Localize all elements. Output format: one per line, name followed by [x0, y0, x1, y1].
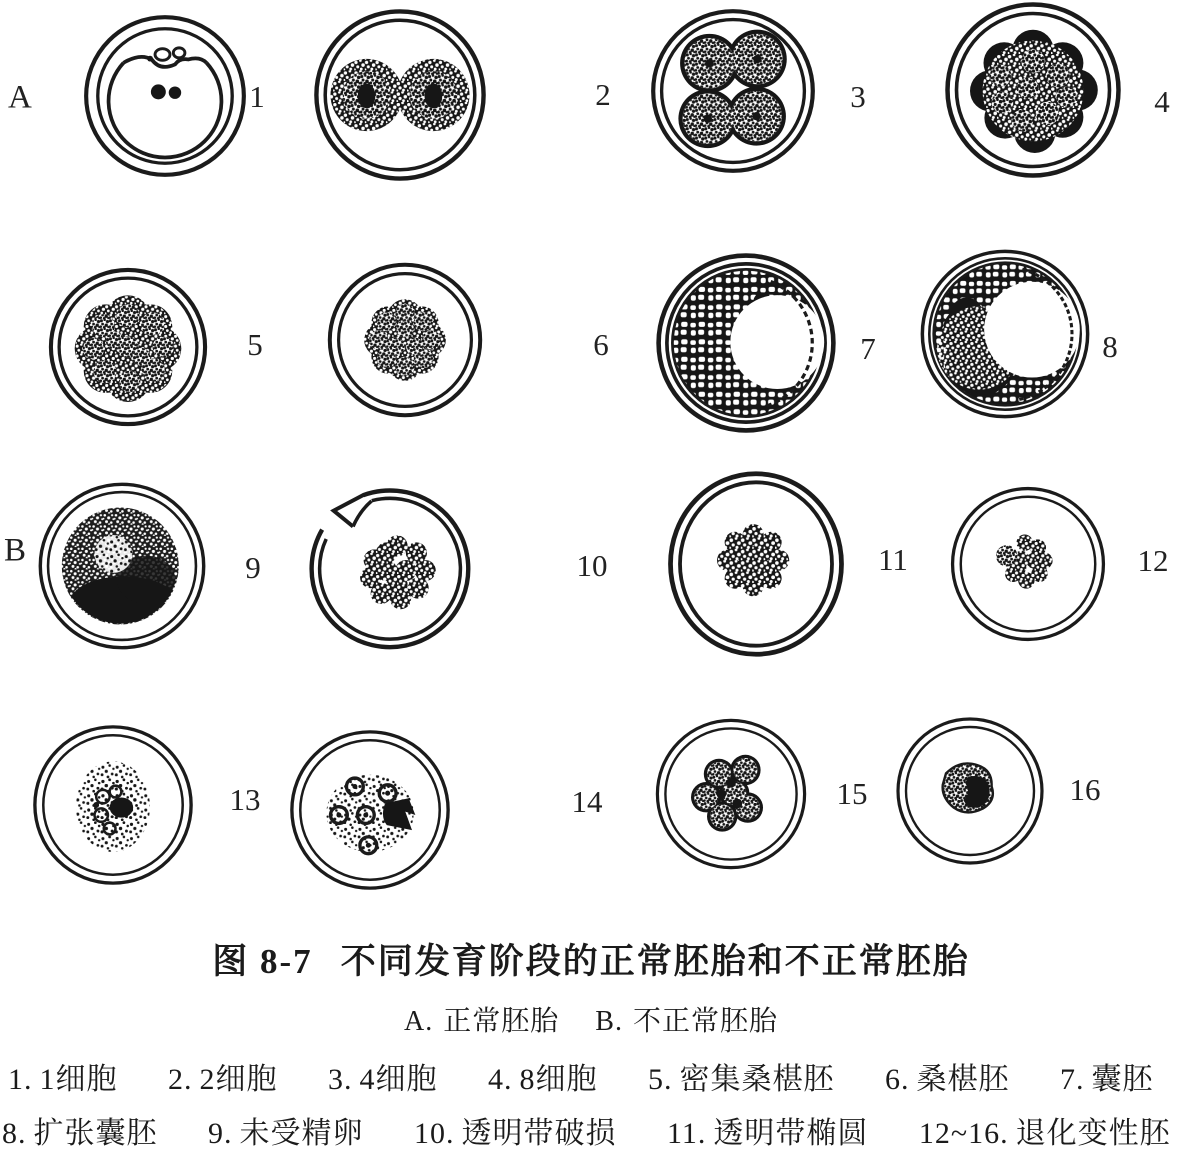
- legend-entry-8-number: 8.: [2, 1117, 27, 1150]
- legend-entry-3: [328, 1054, 438, 1098]
- legend-entry-1-label: 1细胞: [39, 1063, 118, 1096]
- embryo-4-number-label: 4: [1154, 84, 1170, 119]
- legend-entry-4: [488, 1054, 598, 1098]
- legend-entry-5: [648, 1054, 835, 1098]
- subtitle-group-a-label: 正常胚胎: [443, 1006, 560, 1037]
- degenerate-mass: [943, 763, 993, 812]
- legend-entry-7: [1060, 1054, 1154, 1098]
- subtitle-group-b-label: 不正常胚胎: [632, 1006, 778, 1037]
- legend-entry-1-number: 1.: [8, 1063, 33, 1096]
- blastocoel-cavity: [984, 282, 1080, 378]
- embryo-8-expanded-blastocyst-drawing: [918, 247, 1092, 421]
- group-a-marker: A: [8, 79, 32, 116]
- legend-row-1: [8, 1054, 1154, 1098]
- embryo-16-degenerate-drawing: [890, 711, 1050, 871]
- embryo-13-number-label: 13: [229, 782, 261, 817]
- legend-entry-11: [667, 1108, 868, 1151]
- legend-entry-5-label: 密集桑椹胚: [679, 1063, 835, 1096]
- legend-entry-3-number: 3.: [328, 1063, 353, 1096]
- legend-entry-10-number: 10.: [414, 1117, 455, 1150]
- embryo-15-number-label: 15: [836, 776, 868, 811]
- zona-pellucida-rings: [653, 11, 813, 171]
- legend-entry-2: [168, 1054, 278, 1098]
- legend-entry-11-number: 11.: [667, 1117, 707, 1150]
- legend-entry-9-number: 9.: [208, 1117, 233, 1150]
- embryo-2-two-cell-drawing: [312, 7, 488, 183]
- embryo-14-number-label: 14: [571, 784, 603, 819]
- legend-entry-10-label: 透明带破损: [461, 1117, 617, 1150]
- legend-entry-6: [885, 1054, 1010, 1098]
- legend-entry-2-number: 2.: [168, 1063, 193, 1096]
- legend-entry-6-label: 桑椹胚: [916, 1063, 1010, 1096]
- figure-number-label: 图 8-7: [212, 942, 313, 981]
- pronuclei: [151, 84, 181, 99]
- figure-subtitle: [0, 999, 1182, 1039]
- embryo-6-morula-drawing: [325, 260, 485, 420]
- embryo-12-number-label: 12: [1137, 543, 1169, 578]
- embryo-13-degenerate-drawing: [29, 721, 197, 889]
- legend-entry-4-number: 4.: [488, 1063, 513, 1096]
- legend-entry-2-label: 2细胞: [199, 1063, 278, 1096]
- embryo-10-broken-zona-drawing: [302, 479, 478, 655]
- legend-entry-9: [208, 1108, 364, 1151]
- embryo-16-number-label: 16: [1069, 772, 1101, 807]
- morula-mass: [715, 522, 791, 598]
- legend-entry-8-label: 扩张囊胚: [33, 1117, 158, 1150]
- embryo-12-degenerate-drawing: [946, 482, 1110, 646]
- embryo-14-degenerate-drawing: [286, 726, 454, 894]
- legend-entry-7-label: 囊胚: [1091, 1063, 1154, 1096]
- embryo-9-unfertilized-egg-drawing: [36, 480, 208, 652]
- embryo-7-blastocyst-drawing: [654, 251, 838, 435]
- degenerate-mass: [326, 775, 415, 854]
- legend-entry-9-label: 未受精卵: [239, 1117, 364, 1150]
- degenerate-mass: [76, 761, 150, 852]
- legend-entry-1: [8, 1054, 118, 1098]
- group-b-marker: B: [4, 532, 27, 569]
- embryo-2-number-label: 2: [595, 77, 611, 112]
- subtitle-group-b: [595, 1006, 778, 1037]
- legend-entry-4-label: 8细胞: [519, 1063, 598, 1096]
- embryo-6-number-label: 6: [593, 327, 609, 362]
- legend-entry-11-label: 透明带椭圆: [713, 1117, 869, 1150]
- embryo-4-eight-cell-drawing: [943, 0, 1123, 180]
- embryo-11-number-label: 11: [878, 542, 908, 577]
- embryo-15-degenerate-drawing: [651, 714, 811, 874]
- subtitle-group-a: [404, 1006, 559, 1037]
- embryo-8-number-label: 8: [1102, 329, 1118, 364]
- embryo-1-number-label: 1: [249, 79, 265, 114]
- blastocoel-cavity: [730, 295, 824, 389]
- legend-entry-8: [2, 1108, 158, 1151]
- figure-caption-title: [0, 934, 1182, 984]
- legend-entry-12-16-number: 12~16.: [918, 1117, 1009, 1150]
- embryo-11-oval-zona-drawing: [661, 469, 851, 659]
- embryo-9-number-label: 9: [245, 550, 261, 585]
- embryo-10-number-label: 10: [576, 548, 608, 583]
- legend-entry-7-number: 7.: [1060, 1063, 1085, 1096]
- figure-title-text: 不同发育阶段的正常胚胎和不正常胚胎: [340, 942, 970, 981]
- subtitle-group-a-key: A.: [404, 1006, 434, 1037]
- embryo-1-one-cell-drawing: [82, 13, 248, 179]
- legend-entry-12-16: [919, 1108, 1171, 1151]
- legend-entry-3-label: 4细胞: [359, 1063, 438, 1096]
- morula-mass: [358, 534, 435, 611]
- embryo-3-four-cell-drawing: [649, 7, 817, 175]
- embryo-7-number-label: 7: [860, 331, 876, 366]
- legend-entry-6-number: 6.: [885, 1063, 910, 1096]
- subtitle-group-b-key: B.: [595, 1006, 623, 1037]
- legend-entry-10: [414, 1108, 617, 1151]
- legend-row-2: [2, 1108, 1171, 1151]
- legend-entry-12-16-label: 退化变性胚: [1015, 1117, 1171, 1150]
- embryo-3-number-label: 3: [850, 79, 866, 114]
- degenerate-mass: [691, 755, 763, 832]
- legend-entry-5-number: 5.: [648, 1063, 673, 1096]
- embryo-5-compact-morula-drawing: [46, 265, 210, 429]
- embryo-5-number-label: 5: [247, 327, 263, 362]
